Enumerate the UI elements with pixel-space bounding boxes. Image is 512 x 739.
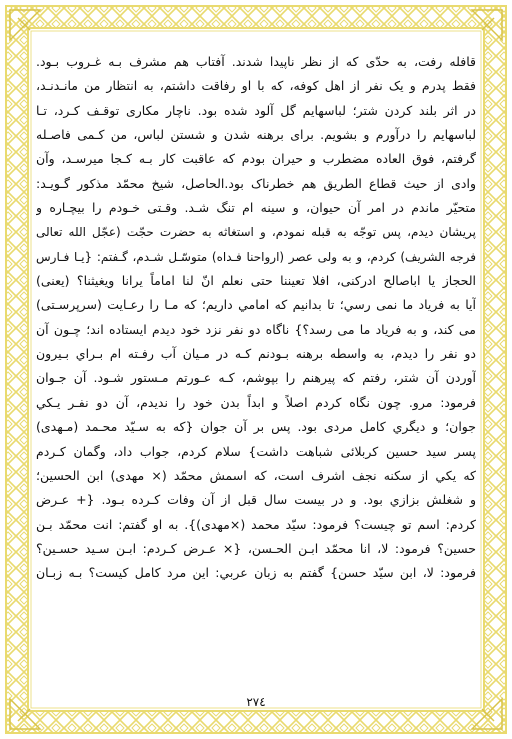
- text-line: فقط پدرم و یک نفر از اهل کوفه، که با او رفاقت داشتم، به انتظار من مانـدنـد،: [36, 78, 476, 94]
- text-line: قافله رفت، به حدّی که از نظر ناپیدا شدند. آفتاب هم مشرف بـه غـروب بـود.: [36, 54, 476, 69]
- text-line: متحیّر ماندم در امر آن حیوان، و سینه ام تنگ شـد. وقـتی خـودم را بیچـاره و: [36, 200, 476, 216]
- text-line: دو نفر را دیدم، به واسطه برهنه بـودنم کـه در مـیان آب رفـته ام بـراي بـیرون: [36, 346, 476, 362]
- page-number: ٢٧٤: [246, 695, 266, 709]
- text-line: فرمود: مرو. چون نگاه کردم اصلاً و ابداً بدن خود را ندیدم، آن دو نفـر یـکي: [36, 394, 476, 410]
- text-line: پسر سید حسین کربلائی شباهت داشت} سلام کردم، جواب داد، وگمان کـردم: [36, 443, 476, 459]
- text-line: حسین؟ فرمود: لا، انا محمّد ابـن الحـسن، {× عـرض کـردم: ابـن سـید حسـین؟: [36, 540, 476, 556]
- text-line: جوان؛ و دیگري کامل مردی بود. پس بر آن جوان {که به سـیّد محـمد (مـهدی): [36, 419, 476, 435]
- text-line: لباسهایم را درآورم و بشویم. برای برهنه شدن و شستن لباس، من کـمی فاصـله: [36, 127, 476, 143]
- text-line: فرجه الشریف) کردم، و به ولی عصر (ارواحنا فـداه) متوسّـل شـدم، گـفتم: {یـا فـارس: [36, 249, 476, 264]
- text-line: فرمود: لا، ابن سیّد حسن} گفتم به زبان عربي: این مرد کامل کیست؟ بـه زبـان: [36, 565, 476, 581]
- text-line: و شغلش بزازي بود. و در بیست سال قبل از آن وفات کـرده بـود. {+ عـرض: [36, 492, 476, 508]
- text-line: پریشان دیدم، پس توجّه به قبله نمودم، و استغاثه به حضرت حجّت (عجّل الله تعالی: [36, 225, 476, 240]
- text-line: الحجاز یا اباصالح ادرکنی، افلا تعیننا حتی نعلم انّ لنا اماماً یرانا ویغیثنا؟ (یعنی): [36, 273, 476, 289]
- text-line: کردم: اسم تو چیست؟ فرمود: سیّد محمد (×مهدی)}. به او گفتم: انت محمّد بـن: [36, 516, 476, 532]
- text-line: گرفتم، فوق العاده مضطرب و حیران بودم که عاقبت کار بـه کـجا میرسـد، وآن: [36, 151, 476, 167]
- body-text: [36, 50, 476, 684]
- text-line: آیا به فریاد ما نمی رسي؛ تا بدانیم که امامي داریم؛ که مـا را رعـایت (سرپرسـتی): [36, 297, 476, 313]
- text-line: می کند، و به فریاد ما می رسد؟} ناگاه دو نفر نزد خود دیدم ایستاده اند؛ چـون آن: [36, 321, 476, 337]
- text-line: وادی از حیث قطاع الطریق هم خطرناک بود.الحاصل، شیخ محمّد مذکور گـویـد:: [36, 175, 476, 191]
- text-line: در اثر بلند کردن شتر؛ لباسهایم گل آلود شده بود. ناچار مکاری توقـف کـرد، تـا: [36, 102, 476, 118]
- text-line: آوردن آن شتر، رفتم که پیرهنم را بپوشم، کـه عـورتم مـستور شـود. آن جـوان: [36, 370, 476, 386]
- text-line: که یکي از سکنه نجف اشرف است، که اسمش محمّد (× مهدی) ابن الحسین؛: [36, 467, 476, 483]
